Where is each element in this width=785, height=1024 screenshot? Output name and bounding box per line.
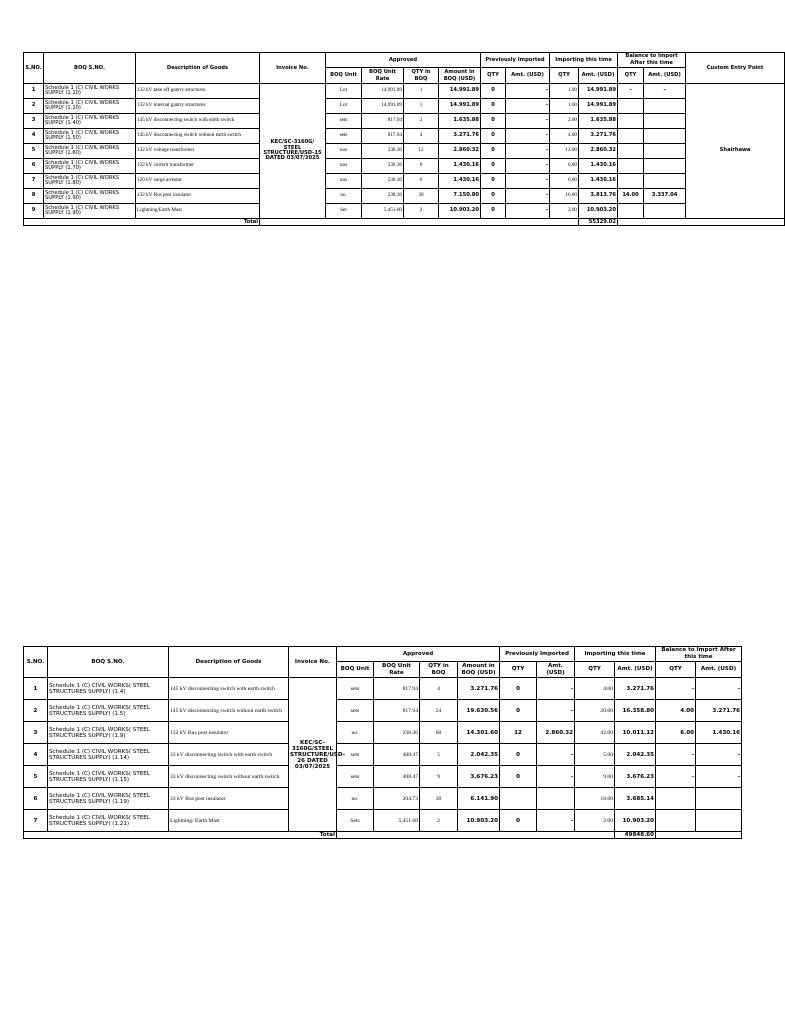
table-row	[24, 700, 742, 722]
cell-description: 33 kV Bus post insulator	[169, 788, 289, 810]
cell-prev-qty: 0	[481, 99, 506, 114]
total-label: Total	[24, 219, 260, 226]
cell-boq-unit-rate: 238.36	[362, 189, 404, 204]
cell-imp-qty: 42.00	[575, 722, 615, 744]
header-imp-amt: Amt. (USD)	[615, 662, 656, 678]
cell-description: 132 kV take off gantry structures	[136, 84, 260, 99]
header-importing-this-time: Importing this time	[575, 647, 656, 662]
cell-boq-unit: nos	[326, 174, 362, 189]
import-table-1	[23, 52, 785, 226]
table-row	[24, 788, 742, 810]
cell-qty-in-boq: 9	[420, 766, 458, 788]
cell-prev-qty: 0	[500, 678, 537, 700]
cell-sno: 5	[24, 766, 48, 788]
cell-prev-amt: -	[506, 174, 550, 189]
cell-boq-unit-rate: 14,991.89	[362, 99, 404, 114]
cell-amount-in-boq: 1.430.16	[439, 174, 481, 189]
cell-imp-amt: 1.635.88	[579, 114, 618, 129]
header-bal-qty: QTY	[656, 662, 696, 678]
cell-amount-in-boq: 3.271.76	[439, 129, 481, 144]
cell-qty-in-boq: 4	[404, 129, 439, 144]
header-invoice: Invoice No.	[289, 647, 337, 678]
cell-boq-sno: Schedule 1 (C) CIVIL WORKS( STEEL STRUCTURES SUPPLY) (1.15)	[48, 766, 169, 788]
cell-prev-amt: -	[537, 744, 575, 766]
table-row	[24, 810, 742, 832]
cell-imp-amt: 3.676.23	[615, 766, 656, 788]
cell-qty-in-boq: 5	[420, 744, 458, 766]
cell-imp-amt: 10.903.20	[615, 810, 656, 832]
cell-bal-amt	[696, 810, 742, 832]
header-boq-unit-rate: BOQ Unit Rate	[362, 68, 404, 84]
header-bal-amt: Amt. (USD)	[644, 68, 686, 84]
cell-boq-unit: sets	[337, 678, 374, 700]
header-custom-entry: Custom Entry Point	[686, 53, 785, 84]
cell-description: 33 kV disconnecting switch without earth switch	[169, 766, 289, 788]
cell-prev-qty: 0	[500, 700, 537, 722]
header-imp-qty: QTY	[550, 68, 579, 84]
cell-prev-amt: -	[537, 700, 575, 722]
cell-amount-in-boq: 3.676.23	[458, 766, 500, 788]
total-label: Total	[24, 832, 337, 839]
cell-imp-qty: 18.00	[575, 788, 615, 810]
cell-invoice: KEC/SC-3160G/STEEL STRUCTURE/USD-26 DATED 03/07/2025	[289, 678, 337, 832]
cell-boq-unit: sets	[337, 744, 374, 766]
cell-boq-sno: Schedule 1 (C) CIVIL WORKS SUPPLY (1.90)	[44, 189, 136, 204]
table-row	[24, 722, 742, 744]
cell-description: Lightning/ Earth Mast	[169, 810, 289, 832]
header-importing-this-time: Importing this time	[550, 53, 618, 68]
cell-boq-unit: no.	[326, 189, 362, 204]
cell-qty-in-boq: 2	[404, 114, 439, 129]
header-boq-unit: BOQ Unit	[337, 662, 374, 678]
cell-boq-unit: nos	[326, 159, 362, 174]
cell-bal-qty: 4.00	[656, 700, 696, 722]
table-row	[24, 159, 785, 174]
cell-boq-unit-rate: 238.36	[362, 174, 404, 189]
cell-prev-amt: -	[537, 810, 575, 832]
cell-prev-qty	[500, 788, 537, 810]
cell-prev-amt: -	[506, 129, 550, 144]
header-boq-unit-rate: BOQ Unit Rate	[374, 662, 420, 678]
cell-amount-in-boq: 14.991.89	[439, 84, 481, 99]
cell-qty-in-boq: 30	[420, 788, 458, 810]
cell-prev-qty: 0	[481, 84, 506, 99]
header-approved: Approved	[326, 53, 481, 68]
cell-bal-qty	[618, 159, 644, 174]
cell-sno: 2	[24, 700, 48, 722]
cell-bal-amt	[644, 144, 686, 159]
cell-sno: 4	[24, 744, 48, 766]
cell-qty-in-boq: 1	[404, 99, 439, 114]
cell-boq-unit-rate: 238.36	[362, 144, 404, 159]
cell-description: 132 kV current transformer	[136, 159, 260, 174]
cell-bal-amt	[644, 159, 686, 174]
cell-imp-qty: 2.00	[550, 114, 579, 129]
total-amount: 49848.60	[615, 832, 656, 839]
cell-boq-sno: Schedule 1 (C) CIVIL WORKS SUPPLY (1.40)	[44, 114, 136, 129]
cell-amount-in-boq: 1.635.88	[439, 114, 481, 129]
table-row	[24, 114, 785, 129]
cell-prev-amt: -	[506, 99, 550, 114]
cell-imp-amt: 10.903.20	[579, 204, 618, 219]
cell-boq-sno: Schedule 1 (C) CIVIL WORKS SUPPLY (1.50)	[44, 129, 136, 144]
cell-boq-sno: Schedule 1 (C) CIVIL WORKS SUPPLY (1.60)	[44, 144, 136, 159]
cell-sno: 3	[24, 114, 44, 129]
cell-amount-in-boq: 3.271.76	[458, 678, 500, 700]
cell-bal-qty	[656, 810, 696, 832]
cell-imp-qty: 4.00	[575, 678, 615, 700]
cell-imp-qty: 1.00	[550, 99, 579, 114]
header-boq-unit: BOQ Unit	[326, 68, 362, 84]
cell-sno: 1	[24, 84, 44, 99]
cell-prev-amt: -	[506, 84, 550, 99]
cell-imp-qty: 20.00	[575, 700, 615, 722]
cell-bal-amt: 3.271.76	[696, 700, 742, 722]
cell-imp-amt: 3.813.76	[579, 189, 618, 204]
header-bal-qty: QTY	[618, 68, 644, 84]
cell-qty-in-boq: 30	[404, 189, 439, 204]
cell-sno: 3	[24, 722, 48, 744]
cell-amount-in-boq: 14.991.89	[439, 99, 481, 114]
header-boq-sno: BOQ S.NO.	[44, 53, 136, 84]
cell-qty-in-boq: 24	[420, 700, 458, 722]
cell-prev-qty: 0	[500, 744, 537, 766]
cell-amount-in-boq: 1.430.16	[439, 159, 481, 174]
cell-imp-qty: 2.00	[575, 810, 615, 832]
cell-sno: 2	[24, 99, 44, 114]
cell-bal-qty	[618, 144, 644, 159]
cell-description: Lightning/Earth Mast	[136, 204, 260, 219]
header-previously-imported: Previously Imported	[500, 647, 575, 662]
cell-imp-amt: 3.271.76	[615, 678, 656, 700]
header-description: Description of Goods	[169, 647, 289, 678]
cell-prev-amt: -	[506, 189, 550, 204]
cell-bal-qty: 6.00	[656, 722, 696, 744]
cell-bal-qty: -	[618, 84, 644, 99]
header-previously-imported: Previously Imported	[481, 53, 550, 68]
header-prev-amt: Amt. (USD)	[537, 662, 575, 678]
cell-bal-qty: -	[656, 744, 696, 766]
cell-prev-qty: 0	[500, 810, 537, 832]
cell-boq-unit: sets	[337, 700, 374, 722]
cell-custom-entry: Shairhawa	[686, 84, 785, 219]
header-prev-amt: Amt. (USD)	[506, 68, 550, 84]
cell-bal-amt	[644, 174, 686, 189]
table-row	[24, 204, 785, 219]
cell-prev-amt: -	[537, 678, 575, 700]
header-amount-in-boq: Amount in BOQ (USD)	[439, 68, 481, 84]
cell-bal-qty	[618, 114, 644, 129]
cell-qty-in-boq: 6	[404, 159, 439, 174]
cell-description: 145 kV disconnecting switch with earth switch	[136, 114, 260, 129]
cell-description: 132 kV Bus post insulator	[136, 189, 260, 204]
total-row	[24, 219, 785, 226]
cell-bal-amt: 1.430.16	[696, 722, 742, 744]
cell-imp-qty: 5.00	[575, 744, 615, 766]
cell-prev-qty: 12	[500, 722, 537, 744]
cell-bal-qty	[656, 788, 696, 810]
header-qty-in-boq: QTY in BOQ	[404, 68, 439, 84]
header-boq-sno: BOQ S.NO.	[48, 647, 169, 678]
table-row	[24, 144, 785, 159]
cell-boq-unit-rate: 408.47	[374, 766, 420, 788]
cell-sno: 7	[24, 174, 44, 189]
cell-bal-amt: -	[696, 678, 742, 700]
cell-prev-qty: 0	[481, 189, 506, 204]
cell-boq-unit: Lot	[326, 99, 362, 114]
cell-imp-qty: 6.00	[550, 174, 579, 189]
table-row	[24, 744, 742, 766]
header-sno: S.NO.	[24, 53, 44, 84]
header-approved: Approved	[337, 647, 500, 662]
cell-boq-unit-rate: 817.94	[374, 700, 420, 722]
cell-boq-sno: Schedule 1 (C) CIVIL WORKS SUPPLY (1.90)	[44, 204, 136, 219]
cell-amount-in-boq: 10.903.20	[439, 204, 481, 219]
cell-amount-in-boq: 10.903.20	[458, 810, 500, 832]
cell-imp-amt: 3.271.76	[579, 129, 618, 144]
cell-boq-sno: Schedule 1 (C) CIVIL WORKS( STEEL STRUCTURES SUPPLY) (1.19)	[48, 788, 169, 810]
table-row	[24, 129, 785, 144]
header-description: Description of Goods	[136, 53, 260, 84]
total-amount: 55329.02	[579, 219, 618, 226]
cell-bal-amt	[644, 129, 686, 144]
cell-bal-qty	[618, 99, 644, 114]
cell-description: 120 kV surge arrestor	[136, 174, 260, 189]
cell-boq-sno: Schedule 1 (C) CIVIL WORKS( STEEL STRUCTURES SUPPLY) (1.14)	[48, 744, 169, 766]
cell-sno: 6	[24, 159, 44, 174]
cell-imp-qty: 12.00	[550, 144, 579, 159]
cell-imp-amt: 2.860.32	[579, 144, 618, 159]
cell-imp-qty: 2.00	[550, 204, 579, 219]
cell-boq-unit-rate: 5,451.60	[374, 810, 420, 832]
header-bal-amt: Amt. (USD)	[696, 662, 742, 678]
cell-imp-amt: 3.685.14	[615, 788, 656, 810]
cell-sno: 7	[24, 810, 48, 832]
cell-sno: 6	[24, 788, 48, 810]
cell-boq-unit-rate: 817.94	[362, 129, 404, 144]
cell-imp-amt: 16.358.80	[615, 700, 656, 722]
cell-prev-qty: 0	[481, 204, 506, 219]
cell-bal-amt: -	[696, 744, 742, 766]
cell-boq-sno: Schedule 1 (C) CIVIL WORKS( STEEL STRUCTURES SUPPLY) (1.4)	[48, 678, 169, 700]
header-balance: Balance to Import After this time	[618, 53, 686, 68]
cell-sno: 1	[24, 678, 48, 700]
cell-boq-sno: Schedule 1 (C) CIVIL WORKS SUPPLY (1.80)	[44, 174, 136, 189]
cell-qty-in-boq: 1	[404, 84, 439, 99]
cell-bal-qty: -	[656, 766, 696, 788]
cell-prev-qty: 0	[500, 766, 537, 788]
cell-boq-unit-rate: 817.94	[374, 678, 420, 700]
cell-prev-amt: 2.860.32	[537, 722, 575, 744]
cell-prev-qty: 0	[481, 159, 506, 174]
cell-amount-in-boq: 14.301.60	[458, 722, 500, 744]
cell-description: 145 kV disconnecting switch without earth switch	[169, 700, 289, 722]
cell-qty-in-boq: 4	[420, 678, 458, 700]
cell-description: 145 kV disconnecting switch with earth switch	[169, 678, 289, 700]
cell-boq-sno: Schedule 1 (C) CIVIL WORKS SUPPLY (1.10)	[44, 84, 136, 99]
header-imp-amt: Amt. (USD)	[579, 68, 618, 84]
cell-boq-unit-rate: 5,451.60	[362, 204, 404, 219]
cell-prev-amt: -	[537, 766, 575, 788]
total-row	[24, 832, 742, 839]
cell-imp-amt: 14.991.89	[579, 99, 618, 114]
cell-boq-unit-rate: 238.36	[374, 722, 420, 744]
cell-prev-amt	[537, 788, 575, 810]
cell-description: 132 kV voltage transformer	[136, 144, 260, 159]
header-sno: S.NO.	[24, 647, 48, 678]
cell-amount-in-boq: 2.860.32	[439, 144, 481, 159]
cell-bal-qty	[618, 129, 644, 144]
cell-imp-qty: 6.00	[550, 159, 579, 174]
header-balance: Balance to Import After this time	[656, 647, 742, 662]
cell-imp-qty: 4.00	[550, 129, 579, 144]
cell-prev-qty: 0	[481, 144, 506, 159]
cell-boq-sno: Schedule 1 (C) CIVIL WORKS SUPPLY (1.70)	[44, 159, 136, 174]
cell-bal-amt	[644, 99, 686, 114]
cell-bal-qty: -	[656, 678, 696, 700]
cell-boq-sno: Schedule 1 (C) CIVIL WORKS( STEEL STRUCTURES SUPPLY) (1.5)	[48, 700, 169, 722]
cell-bal-amt: 3.337.04	[644, 189, 686, 204]
cell-qty-in-boq: 6	[404, 174, 439, 189]
cell-bal-amt: -	[644, 84, 686, 99]
cell-boq-unit: sets	[326, 129, 362, 144]
cell-bal-qty	[618, 174, 644, 189]
cell-imp-qty: 16.00	[550, 189, 579, 204]
table-row	[24, 99, 785, 114]
cell-imp-amt: 14.991.89	[579, 84, 618, 99]
cell-imp-amt: 1.430.16	[579, 159, 618, 174]
cell-boq-unit: Sets	[337, 810, 374, 832]
cell-qty-in-boq: 60	[420, 722, 458, 744]
cell-prev-qty: 0	[481, 174, 506, 189]
cell-boq-unit-rate: 408.47	[374, 744, 420, 766]
cell-boq-sno: Schedule 1 (C) CIVIL WORKS( STEEL STRUCTURES SUPPLY) (1.9)	[48, 722, 169, 744]
header-invoice: Invoice No.	[260, 53, 326, 84]
cell-bal-qty: 14.00	[618, 189, 644, 204]
cell-boq-unit-rate: 204.73	[374, 788, 420, 810]
cell-boq-unit: sets	[337, 766, 374, 788]
cell-qty-in-boq: 2	[404, 204, 439, 219]
cell-boq-unit-rate: 817.94	[362, 114, 404, 129]
cell-bal-amt	[644, 204, 686, 219]
table-row	[24, 678, 742, 700]
cell-boq-unit: Set	[326, 204, 362, 219]
cell-amount-in-boq: 6.141.90	[458, 788, 500, 810]
cell-prev-amt: -	[506, 114, 550, 129]
header-imp-qty: QTY	[575, 662, 615, 678]
cell-description: 132 kV Bus post insulator	[169, 722, 289, 744]
cell-amount-in-boq: 7.150.80	[439, 189, 481, 204]
cell-amount-in-boq: 19.630.56	[458, 700, 500, 722]
cell-boq-unit-rate: 238.36	[362, 159, 404, 174]
cell-prev-amt: -	[506, 204, 550, 219]
cell-boq-unit: nos	[326, 144, 362, 159]
cell-boq-unit: sets	[326, 114, 362, 129]
cell-imp-amt: 2.042.35	[615, 744, 656, 766]
cell-qty-in-boq: 2	[420, 810, 458, 832]
cell-qty-in-boq: 12	[404, 144, 439, 159]
cell-boq-unit: Lot	[326, 84, 362, 99]
table-row	[24, 766, 742, 788]
table-row	[24, 189, 785, 204]
cell-sno: 4	[24, 129, 44, 144]
cell-sno: 8	[24, 189, 44, 204]
header-qty-in-boq: QTY in BOQ	[420, 662, 458, 678]
cell-boq-unit-rate: 14,991.89	[362, 84, 404, 99]
cell-prev-qty: 0	[481, 114, 506, 129]
cell-description: 132 kV internal gantry structures	[136, 99, 260, 114]
cell-prev-amt: -	[506, 144, 550, 159]
cell-invoice: KEC/SC-3160G/ STEEL STRUCTURE/USD-15 DATED 03/07/2025	[260, 84, 326, 219]
cell-boq-unit: no.	[337, 788, 374, 810]
cell-sno: 9	[24, 204, 44, 219]
cell-bal-amt: -	[696, 766, 742, 788]
cell-bal-qty	[618, 204, 644, 219]
header-prev-qty: QTY	[481, 68, 506, 84]
table-row	[24, 174, 785, 189]
cell-imp-qty: 1.00	[550, 84, 579, 99]
cell-imp-amt: 10.011.12	[615, 722, 656, 744]
cell-sno: 5	[24, 144, 44, 159]
import-table-2	[23, 646, 742, 839]
cell-amount-in-boq: 2.042.35	[458, 744, 500, 766]
cell-boq-sno: Schedule 1 (C) CIVIL WORKS SUPPLY (1.20)	[44, 99, 136, 114]
cell-boq-sno: Schedule 1 (C) CIVIL WORKS( STEEL STRUCTURES SUPPLY) (1.21)	[48, 810, 169, 832]
table-row	[24, 84, 785, 99]
cell-prev-qty: 0	[481, 129, 506, 144]
cell-description: 145 kV disconnecting switch without earth switch	[136, 129, 260, 144]
header-prev-qty: QTY	[500, 662, 537, 678]
cell-prev-amt: -	[506, 159, 550, 174]
header-amount-in-boq: Amount in BOQ (USD)	[458, 662, 500, 678]
cell-imp-amt: 1.430.16	[579, 174, 618, 189]
cell-boq-unit: no.	[337, 722, 374, 744]
cell-imp-qty: 9.00	[575, 766, 615, 788]
cell-description: 33 kV disconnecting switch with earth switch	[169, 744, 289, 766]
cell-bal-amt	[696, 788, 742, 810]
cell-bal-amt	[644, 114, 686, 129]
